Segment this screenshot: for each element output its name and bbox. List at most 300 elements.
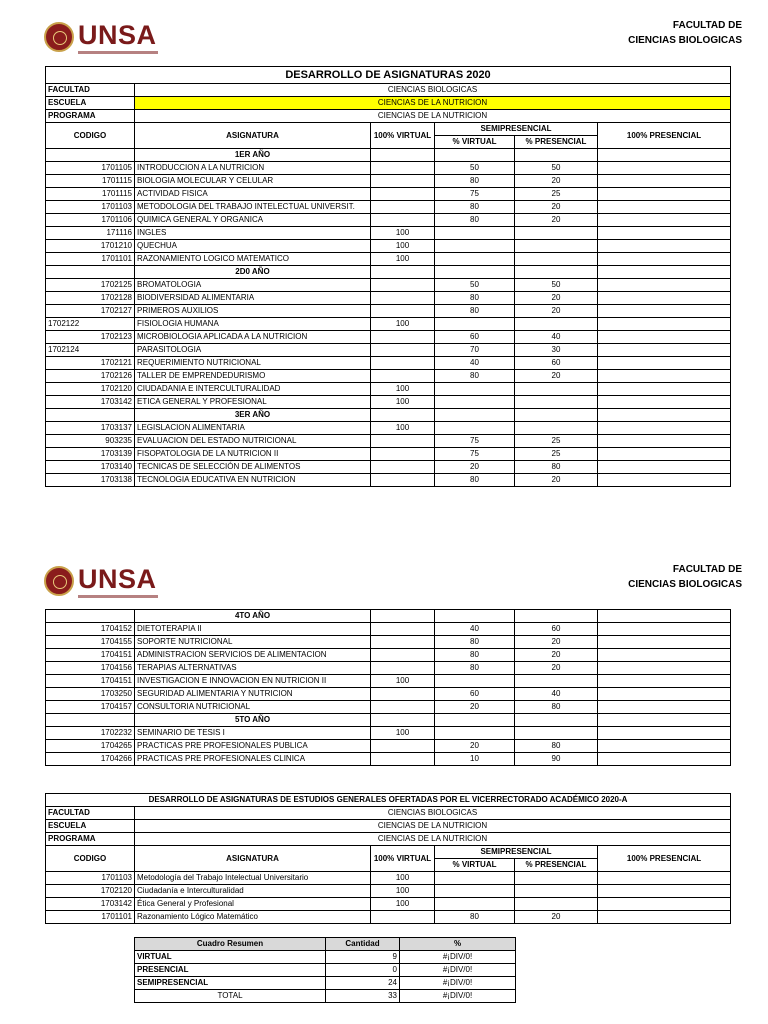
semi-virtual-pct: 80: [435, 636, 515, 649]
summary-row: [135, 964, 516, 977]
course-name: PARASITOLOGIA: [135, 344, 371, 357]
general-studies-table: DESARROLLO DE ASIGNATURAS DE ESTUDIOS GENERALES OFERTADAS POR EL VICERRECTORADO ACADÉMICO 2020-A FACULTAD CIENCIAS BIOLOGICAS ESCUELA CIENCIAS DE LA NUTRICION PROGRAMA CIENCIAS DE LA NUTRICION CODIGO ASIGNATURA 100% VIRTUAL SEMIPRESENCIAL 100% PRESENCIAL % VIRTUAL % PRESENCIAL 1701103 Metodología del Trabajo Intelectual Universitario 100 1702120 Ciudadanía e Interculturalidad 100 1703142 Ética General y Profesional 100 1701101 Razonamiento Lógico Matemático 80 20: [45, 793, 731, 924]
presencial-pct: [598, 188, 731, 201]
virtual-pct: 100: [371, 422, 435, 435]
course-name: BIOLOGIA MOLECULAR Y CELULAR: [135, 175, 371, 188]
course-row: [46, 370, 731, 383]
semi-presencial-pct: 20: [515, 214, 598, 227]
presencial-pct: [598, 435, 731, 448]
presencial-pct: [598, 474, 731, 487]
course-code: 903235: [46, 435, 135, 448]
presencial-pct: [598, 422, 731, 435]
presencial-pct: [598, 305, 731, 318]
semi-presencial-pct: 20: [515, 474, 598, 487]
virtual-pct: [371, 331, 435, 344]
course-name: INVESTIGACION E INNOVACION EN NUTRICION II: [135, 675, 371, 688]
semi-virtual-pct: [435, 872, 515, 885]
course-row: [46, 318, 731, 331]
semi-presencial-pct: [515, 396, 598, 409]
presencial-pct: [598, 331, 731, 344]
course-code: 1702125: [46, 279, 135, 292]
semi-presencial-pct: 25: [515, 448, 598, 461]
course-name: Ética General y Profesional: [135, 898, 371, 911]
semi-presencial-pct: 20: [515, 370, 598, 383]
virtual-pct: [371, 740, 435, 753]
course-row: [46, 662, 731, 675]
semi-presencial-pct: 20: [515, 292, 598, 305]
summary-table: Cuadro Resumen Cantidad % VIRTUAL 9 #¡DIV/0! PRESENCIAL 0 #¡DIV/0! SEMIPRESENCIAL 24 #¡DIV/0! TOTAL 33 #¡DIV/0!: [134, 937, 516, 1003]
semi-virtual-pct: 20: [435, 701, 515, 714]
year-row: [46, 714, 731, 727]
course-code: 1704156: [46, 662, 135, 675]
semi-virtual-pct: [435, 227, 515, 240]
course-row: [46, 688, 731, 701]
virtual-pct: 100: [371, 898, 435, 911]
semi-presencial-pct: [515, 727, 598, 740]
facultad-value: CIENCIAS BIOLOGICAS: [135, 807, 731, 820]
semi-virtual-pct: [435, 318, 515, 331]
presencial-pct: [598, 175, 731, 188]
presencial-pct: [598, 383, 731, 396]
presencial-pct: [598, 292, 731, 305]
course-code: 1704151: [46, 675, 135, 688]
course-name: INTRODUCCION A LA NUTRICION: [135, 162, 371, 175]
semi-presencial-pct: [515, 253, 598, 266]
course-code: 1703140: [46, 461, 135, 474]
presencial-pct: [598, 753, 731, 766]
year-row: [46, 610, 731, 623]
course-row: [46, 279, 731, 292]
semi-presencial-pct: 20: [515, 175, 598, 188]
course-row: [46, 898, 731, 911]
course-name: FISOPATOLOGIA DE LA NUTRICION II: [135, 448, 371, 461]
course-code: 1701210: [46, 240, 135, 253]
course-row: [46, 175, 731, 188]
presencial-pct: [598, 662, 731, 675]
escuela-value: CIENCIAS DE LA NUTRICION: [135, 820, 731, 833]
course-name: EVALUACION DEL ESTADO NUTRICIONAL: [135, 435, 371, 448]
virtual-pct: [371, 623, 435, 636]
presencial-pct: [598, 318, 731, 331]
virtual-pct: [371, 636, 435, 649]
course-row: [46, 162, 731, 175]
semi-presencial-pct: 20: [515, 911, 598, 924]
course-code: 1702122: [46, 318, 135, 331]
facultad-value: CIENCIAS BIOLOGICAS: [135, 84, 731, 97]
course-code: 171116: [46, 227, 135, 240]
semi-presencial-pct: 60: [515, 623, 598, 636]
semi-presencial-pct: 20: [515, 636, 598, 649]
course-code: 1703139: [46, 448, 135, 461]
virtual-pct: [371, 188, 435, 201]
semi-virtual-pct: 75: [435, 448, 515, 461]
table-title: DESARROLLO DE ASIGNATURAS 2020: [46, 67, 731, 84]
semi-presencial-pct: 20: [515, 662, 598, 675]
course-name: Razonamiento Lógico Matemático: [135, 911, 371, 924]
course-name: CIUDADANIA E INTERCULTURALIDAD: [135, 383, 371, 396]
virtual-pct: [371, 214, 435, 227]
semi-virtual-pct: 60: [435, 688, 515, 701]
presencial-pct: [598, 344, 731, 357]
virtual-pct: 100: [371, 727, 435, 740]
virtual-pct: 100: [371, 227, 435, 240]
semi-virtual-pct: 80: [435, 649, 515, 662]
virtual-pct: 100: [371, 872, 435, 885]
semi-presencial-pct: 40: [515, 688, 598, 701]
course-name: PRACTICAS PRE PROFESIONALES CLINICA: [135, 753, 371, 766]
presencial-pct: [598, 227, 731, 240]
course-code: 1701101: [46, 253, 135, 266]
virtual-pct: [371, 701, 435, 714]
course-row: [46, 675, 731, 688]
course-code: 1704152: [46, 623, 135, 636]
course-name: Metodología del Trabajo Intelectual Universitario: [135, 872, 371, 885]
year-label: 1ER AÑO: [135, 149, 371, 162]
virtual-pct: [371, 649, 435, 662]
course-name: PRACTICAS PRE PROFESIONALES PUBLICA: [135, 740, 371, 753]
semi-virtual-pct: 80: [435, 292, 515, 305]
course-code: 1703250: [46, 688, 135, 701]
presencial-pct: [598, 162, 731, 175]
year-row: [46, 266, 731, 279]
course-row: [46, 636, 731, 649]
course-row: [46, 292, 731, 305]
course-row: [46, 331, 731, 344]
virtual-pct: [371, 201, 435, 214]
presencial-pct: [598, 675, 731, 688]
summary-percent: #¡DIV/0!: [400, 990, 516, 1003]
summary-row: [135, 951, 516, 964]
course-name: ADMINISTRACION SERVICIOS DE ALIMENTACION: [135, 649, 371, 662]
virtual-pct: [371, 370, 435, 383]
course-name: SEMINARIO DE TESIS I: [135, 727, 371, 740]
presencial-pct: [598, 636, 731, 649]
presencial-pct: [598, 201, 731, 214]
summary-quantity: 33: [326, 990, 400, 1003]
course-name: TECNOLOGIA EDUCATIVA EN NUTRICION: [135, 474, 371, 487]
course-name: QUIMICA GENERAL Y ORGANICA: [135, 214, 371, 227]
course-code: 1704155: [46, 636, 135, 649]
summary-percent: #¡DIV/0!: [400, 977, 516, 990]
semi-presencial-pct: [515, 240, 598, 253]
semi-presencial-pct: [515, 383, 598, 396]
course-code: 1702127: [46, 305, 135, 318]
presencial-pct: [598, 872, 731, 885]
semi-virtual-pct: 75: [435, 188, 515, 201]
semi-virtual-pct: [435, 396, 515, 409]
escuela-value: CIENCIAS DE LA NUTRICION: [135, 97, 731, 110]
presencial-pct: [598, 911, 731, 924]
virtual-pct: [371, 292, 435, 305]
course-row: [46, 885, 731, 898]
presencial-pct: [598, 623, 731, 636]
course-code: 1702126: [46, 370, 135, 383]
virtual-pct: [371, 911, 435, 924]
semi-presencial-pct: 25: [515, 188, 598, 201]
presencial-pct: [598, 898, 731, 911]
course-row: [46, 448, 731, 461]
presencial-pct: [598, 649, 731, 662]
course-code: 1701115: [46, 188, 135, 201]
semi-presencial-pct: 25: [515, 435, 598, 448]
course-row: [46, 911, 731, 924]
course-name: LEGISLACION ALIMENTARIA: [135, 422, 371, 435]
presencial-pct: [598, 214, 731, 227]
course-name: CONSULTORIA NUTRICIONAL: [135, 701, 371, 714]
course-row: [46, 227, 731, 240]
course-name: TECNICAS DE SELECCIÓN DE ALIMENTOS: [135, 461, 371, 474]
course-name: TALLER DE EMPRENDEDURISMO: [135, 370, 371, 383]
faculty-header: FACULTAD DE CIENCIAS BIOLOGICAS: [628, 20, 742, 46]
course-row: [46, 623, 731, 636]
semi-virtual-pct: 10: [435, 753, 515, 766]
courses-table-2: [45, 609, 731, 766]
semi-virtual-pct: 80: [435, 175, 515, 188]
course-code: 1702123: [46, 331, 135, 344]
semi-presencial-pct: [515, 422, 598, 435]
course-row: [46, 214, 731, 227]
year-label: 5TO AÑO: [135, 714, 371, 727]
course-row: [46, 357, 731, 370]
course-row: [46, 201, 731, 214]
university-seal-icon: [44, 22, 74, 52]
course-row: [46, 701, 731, 714]
courses-table-1: DESARROLLO DE ASIGNATURAS 2020 FACULTAD CIENCIAS BIOLOGICAS ESCUELA CIENCIAS DE LA NUTRICION PROGRAMA CIENCIAS DE LA NUTRICION CODIGO ASIGNATURA 100% VIRTUAL SEMIPRESENCIAL 100% PRESENCIAL % VIRTUAL % PRESENCIAL 1ER AÑO 1701105 INTRODUCCION A LA NUTRICION 50 50 1701115 BIOLOGIA MOLECULAR Y CELULAR 80 20 1701115 ACTIVIDAD FISICA 75 25 1701103 METODOLOGIA DEL TRABAJO INTELECTUAL UNIVERSIT. 80 20 1701106 QUIMICA GENERAL Y ORGANICA 80 20 171116 INGLES 100 1701210 QUECHUA 100 1701101 RAZONAMIENTO LOGICO MATEMATICO 100 2D0 AÑO 1702125 BROMATOLOGIA 50 50 1702128 BIODIVERSIDAD ALIMENTARIA 80 20 1702127 PRIMEROS AUXILIOS 80 20 1702122 FISIOLOGIA HUMANA 100 1702123 MICROBIOLOGIA APLICADA A LA NUTRICION 60 40 1702124 PARASITOLOGIA 70 30 1702121 REQUERIMIENTO NUTRICIONAL 40 60 1702126 TALLER DE EMPRENDEDURISMO 80 20 1702120 CIUDADANIA E INTERCULTURALIDAD 100 1703142 ETICA GENERAL Y PROFESIONAL 100 3ER AÑO 1703137 LEGISLACION ALIMENTARIA 100 903235 EVALUACION DEL ESTADO NUTRICIONAL 75 25 1703139 FISOPATOLOGIA DE LA NUTRICION II 75 25 1703140 TECNICAS DE SELECCIÓN DE ALIMENTOS 20 80 1703138 TECNOLOGIA EDUCATIVA EN NUTRICION 80 20: [45, 66, 731, 487]
course-name: RAZONAMIENTO LOGICO MATEMATICO: [135, 253, 371, 266]
course-row: [46, 383, 731, 396]
presencial-pct: [598, 357, 731, 370]
summary-label: TOTAL: [135, 990, 326, 1003]
presencial-pct: [598, 688, 731, 701]
faculty-header: FACULTAD DE CIENCIAS BIOLOGICAS: [628, 564, 742, 590]
semi-virtual-pct: [435, 885, 515, 898]
course-code: 1701103: [46, 872, 135, 885]
course-name: DIETOTERAPIA II: [135, 623, 371, 636]
course-code: 1702120: [46, 383, 135, 396]
year-label: 4TO AÑO: [135, 610, 371, 623]
programa-value: CIENCIAS DE LA NUTRICION: [135, 833, 731, 846]
semi-virtual-pct: 40: [435, 357, 515, 370]
course-code: 1704266: [46, 753, 135, 766]
programa-value: CIENCIAS DE LA NUTRICION: [135, 110, 731, 123]
course-name: SOPORTE NUTRICIONAL: [135, 636, 371, 649]
year-row: [46, 149, 731, 162]
course-row: [46, 240, 731, 253]
unsa-logo: [44, 562, 164, 602]
year-label: 2D0 AÑO: [135, 266, 371, 279]
course-name: PRIMEROS AUXILIOS: [135, 305, 371, 318]
university-seal-icon: [44, 566, 74, 596]
summary-label: VIRTUAL: [135, 951, 326, 964]
course-row: [46, 422, 731, 435]
semi-virtual-pct: 20: [435, 740, 515, 753]
semi-presencial-pct: 20: [515, 649, 598, 662]
semi-virtual-pct: 80: [435, 214, 515, 227]
course-code: 1701105: [46, 162, 135, 175]
semi-virtual-pct: [435, 253, 515, 266]
semi-virtual-pct: [435, 727, 515, 740]
course-name: FISIOLOGIA HUMANA: [135, 318, 371, 331]
table-title: DESARROLLO DE ASIGNATURAS DE ESTUDIOS GENERALES OFERTADAS POR EL VICERRECTORADO ACADÉMICO 2020-A: [46, 794, 731, 807]
virtual-pct: 100: [371, 396, 435, 409]
course-code: 1704265: [46, 740, 135, 753]
course-row: [46, 253, 731, 266]
semi-presencial-pct: 40: [515, 331, 598, 344]
virtual-pct: 100: [371, 675, 435, 688]
course-code: 1702128: [46, 292, 135, 305]
semi-presencial-pct: 90: [515, 753, 598, 766]
semi-presencial-pct: 20: [515, 305, 598, 318]
semi-virtual-pct: 60: [435, 331, 515, 344]
course-code: 1702121: [46, 357, 135, 370]
virtual-pct: [371, 448, 435, 461]
semi-presencial-pct: [515, 898, 598, 911]
course-code: 1701106: [46, 214, 135, 227]
course-code: 1701115: [46, 175, 135, 188]
semi-virtual-pct: [435, 383, 515, 396]
summary-label: PRESENCIAL: [135, 964, 326, 977]
semi-presencial-pct: [515, 318, 598, 331]
semi-presencial-pct: [515, 675, 598, 688]
presencial-pct: [598, 701, 731, 714]
presencial-pct: [598, 253, 731, 266]
page-header-2: [0, 562, 768, 612]
semi-presencial-pct: 60: [515, 357, 598, 370]
semi-presencial-pct: 30: [515, 344, 598, 357]
virtual-pct: 100: [371, 240, 435, 253]
course-code: 1703138: [46, 474, 135, 487]
virtual-pct: 100: [371, 318, 435, 331]
virtual-pct: 100: [371, 885, 435, 898]
semi-virtual-pct: 70: [435, 344, 515, 357]
semi-presencial-pct: 80: [515, 740, 598, 753]
presencial-pct: [598, 740, 731, 753]
course-row: [46, 872, 731, 885]
course-row: [46, 753, 731, 766]
virtual-pct: [371, 305, 435, 318]
semi-virtual-pct: 80: [435, 474, 515, 487]
virtual-pct: [371, 162, 435, 175]
course-code: 1704151: [46, 649, 135, 662]
summary-percent: #¡DIV/0!: [400, 964, 516, 977]
semi-virtual-pct: 50: [435, 162, 515, 175]
presencial-pct: [598, 885, 731, 898]
semi-virtual-pct: 75: [435, 435, 515, 448]
virtual-pct: [371, 357, 435, 370]
unsa-logo: [44, 18, 164, 58]
semi-presencial-pct: 80: [515, 701, 598, 714]
presencial-pct: [598, 727, 731, 740]
semi-presencial-pct: [515, 227, 598, 240]
virtual-pct: [371, 662, 435, 675]
semi-presencial-pct: [515, 872, 598, 885]
semi-virtual-pct: 50: [435, 279, 515, 292]
course-name: SEGURIDAD ALIMENTARIA Y NUTRICION: [135, 688, 371, 701]
semi-presencial-pct: 20: [515, 201, 598, 214]
year-label: 3ER AÑO: [135, 409, 371, 422]
course-row: [46, 727, 731, 740]
course-row: [46, 740, 731, 753]
course-row: [46, 435, 731, 448]
virtual-pct: [371, 344, 435, 357]
course-code: 1703137: [46, 422, 135, 435]
course-name: BIODIVERSIDAD ALIMENTARIA: [135, 292, 371, 305]
course-code: 1702232: [46, 727, 135, 740]
course-row: [46, 188, 731, 201]
course-code: 1703142: [46, 898, 135, 911]
course-name: ACTIVIDAD FISICA: [135, 188, 371, 201]
semi-virtual-pct: [435, 675, 515, 688]
semi-virtual-pct: 80: [435, 201, 515, 214]
virtual-pct: [371, 461, 435, 474]
course-code: 1701103: [46, 201, 135, 214]
summary-percent: #¡DIV/0!: [400, 951, 516, 964]
course-name: TERAPIAS ALTERNATIVAS: [135, 662, 371, 675]
course-row: [46, 461, 731, 474]
course-name: INGLES: [135, 227, 371, 240]
summary-row: [135, 990, 516, 1003]
course-name: ETICA GENERAL Y PROFESIONAL: [135, 396, 371, 409]
virtual-pct: [371, 175, 435, 188]
logo-wordmark: UNSA: [78, 564, 157, 594]
semi-virtual-pct: [435, 422, 515, 435]
virtual-pct: [371, 688, 435, 701]
course-name: Ciudadanía e Interculturalidad: [135, 885, 371, 898]
presencial-pct: [598, 396, 731, 409]
summary-quantity: 24: [326, 977, 400, 990]
course-row: [46, 649, 731, 662]
virtual-pct: [371, 279, 435, 292]
course-row: [46, 396, 731, 409]
semi-presencial-pct: 50: [515, 279, 598, 292]
virtual-pct: [371, 753, 435, 766]
course-row: [46, 305, 731, 318]
presencial-pct: [598, 279, 731, 292]
semi-virtual-pct: 80: [435, 305, 515, 318]
course-name: REQUERIMIENTO NUTRICIONAL: [135, 357, 371, 370]
presencial-pct: [598, 240, 731, 253]
course-name: METODOLOGIA DEL TRABAJO INTELECTUAL UNIVERSIT.: [135, 201, 371, 214]
course-code: 1702124: [46, 344, 135, 357]
summary-row: [135, 977, 516, 990]
logo-wordmark: UNSA: [78, 20, 157, 50]
course-name: MICROBIOLOGIA APLICADA A LA NUTRICION: [135, 331, 371, 344]
virtual-pct: [371, 474, 435, 487]
semi-virtual-pct: [435, 898, 515, 911]
course-code: 1703142: [46, 396, 135, 409]
summary-quantity: 0: [326, 964, 400, 977]
page-header-1: [0, 18, 768, 68]
virtual-pct: [371, 435, 435, 448]
course-code: 1704157: [46, 701, 135, 714]
semi-virtual-pct: 80: [435, 911, 515, 924]
course-row: [46, 474, 731, 487]
course-name: BROMATOLOGIA: [135, 279, 371, 292]
course-row: [46, 344, 731, 357]
semi-virtual-pct: 80: [435, 370, 515, 383]
virtual-pct: 100: [371, 383, 435, 396]
course-code: 1702120: [46, 885, 135, 898]
presencial-pct: [598, 370, 731, 383]
presencial-pct: [598, 461, 731, 474]
semi-presencial-pct: [515, 885, 598, 898]
course-code: 1701101: [46, 911, 135, 924]
semi-virtual-pct: 80: [435, 662, 515, 675]
semi-virtual-pct: 20: [435, 461, 515, 474]
virtual-pct: 100: [371, 253, 435, 266]
semi-presencial-pct: 80: [515, 461, 598, 474]
presencial-pct: [598, 448, 731, 461]
